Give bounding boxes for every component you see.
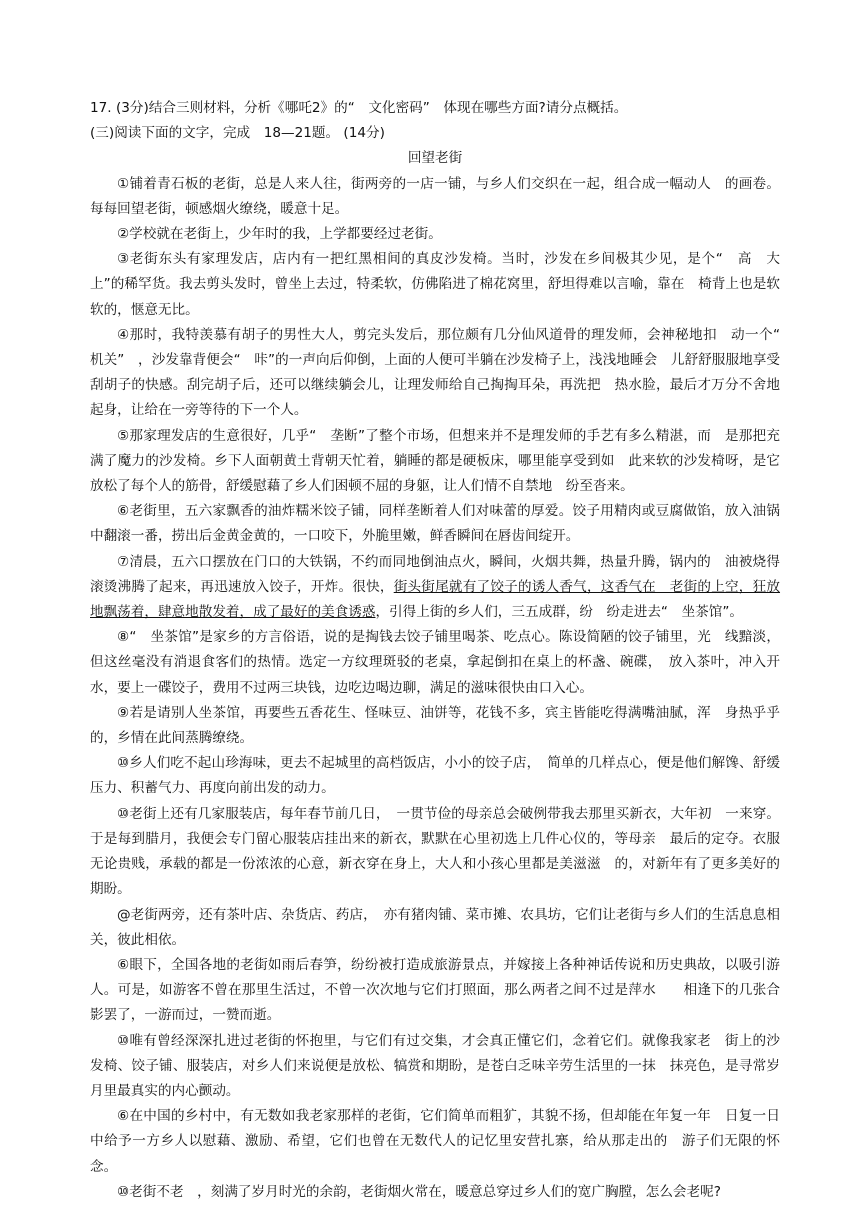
paragraph-5: ⑤那家理发店的生意很好，几乎“ 垄断”了整个市场，但想来并不是理发师的手艺有多么精湛，而 是那把充满了魔力的沙发椅。乡下人面朝黄土背朝天忙着，躺睡的都是硬板床，哪里能享受到如 此来软的沙发椅呀，是它放松了每个人的筋骨，舒缓慰藉了乡人们困顿不屈的身躯，让人们情不自禁地 纷至沓来。: [90, 427, 780, 495]
paragraph-16: ⑩老街不老 ，刻满了岁月时光的余韵，老街烟火常在，暖意总穿过乡人们的宽广胸膛，怎么会老呢?: [117, 1183, 721, 1200]
paragraph-1: ①铺着青石板的老街，总是人来人往，街两旁的一店一铺，与乡人们交织在一起，组合成一幅动人 的画卷。每每回望老街，顿感烟火缭绕，暖意十足。: [90, 175, 780, 217]
paragraph-9: ⑨若是请别人坐茶馆，再要些五香花生、怪味豆、油饼等，花钱不多，宾主皆能吃得满嘴油腻，浑 身热乎乎的，乡情在此间蒸腾缭绕。: [90, 704, 780, 747]
paragraph-14: ⑩唯有曾经深深扎进过老街的怀抱里，与它们有过交集，才会真正懂它们，念着它们。就像我家老 街上的沙发椅、饺子铺、服装店，对乡人们来说便是放松、犒赏和期盼，是苍白乏味辛劳生活里的一抹 抹亮色，是寻常岁月里最真实的内心颤动。: [90, 1032, 780, 1099]
paragraph-15: ⑥在中国的乡村中，有无数如我老家那样的老街，它们简单而粗犷，其貌不扬，但却能在年复一年 日复一日中给予一方乡人以慰藉、激励、希望，它们也曾在无数代人的记忆里安营扎寨，给从那走出的 游子们无限的怀念。: [90, 1108, 780, 1175]
question-17: 17. (3分)结合三则材料，分析《哪吒2》的“ 文化密码” 体现在哪些方面?请分点概括。: [90, 100, 628, 116]
paragraph-12: @老街两旁，还有茶叶店、杂货店、药店， 亦有猪肉铺、菜市摊、农具坊，它们让老街与乡人们的生活息息相关，彼此相依。: [90, 906, 780, 948]
paragraph-6: ⑥老街里，五六家飘香的油炸糯米饺子铺，同样垄断着人们对味蕾的厚爱。饺子用精肉或豆腐做馅，放入油锅中翻滚一番，捞出后金黄金黄的，一口咬下，外脆里嫩，鲜香瞬间在唇齿间绽开。: [90, 503, 780, 545]
paragraph-2: ②学校就在老街上，少年时的我，上学都要经过老街。: [117, 226, 442, 243]
paragraph-7: [90, 550, 780, 626]
paragraph-4: ④那时，我特羡慕有胡子的男性大人，剪完头发后，那位颇有几分仙风道骨的理发师，会神秘地扣 动一个“ 机关” ，沙发靠背便会“ 咔”的一声向后仰倒，上面的人便可半躺在沙发椅子上，浅浅地睡会 儿舒舒服服地享受刮胡子的快感。刮完胡子后，还可以继续躺会儿，让理发师给自己掏掏耳朵，再洗把 热水脸，最后才万分不舍地起身，让给在一旁等待的下一个人。: [90, 326, 794, 419]
paragraph-7-start: ⑦清晨，五六口摆放在门口的大铁锅，不约而同地倒油点火，瞬间，火烟共舞，热量升腾，锅内的 油被烧得滚烫沸腾了起来，再迅速放入饺子，开炸。很快，: [90, 553, 780, 595]
underlined-sentence: 街头街尾就有了饺子的诱人香气，这香气在 老街的上空，狂放地飘荡着，肆意地散发着，成了最好的美食诱惑: [90, 578, 781, 621]
article-title: 回望老街: [407, 150, 463, 167]
paragraph-8: ⑧“ 坐茶馆”是家乡的方言俗语，说的是掏钱去饺子铺里喝茶、吃点心。陈设简陋的饺子铺里，光 线黯淡，但这丝毫没有消退食客们的热情。选定一方纹理斑驳的老桌，拿起倒扣在桌上的杯盏、碗碟， 放入茶叶，冲入开水，要上一碟饺子，费用不过两三块钱，边吃边喝边聊，满足的滋味很快由口入心。: [90, 629, 780, 696]
paragraph-13: ⑥眼下，全国各地的老街如雨后春笋，纷纷被打造成旅游景点，并嫁接上各种神话传说和历史典故，以吸引游人。可是，如游客不曾在那里生活过，不曾一次次地与它们打照面，那么两者之间不过是萍水 相逢下的几张合影罢了，一游而过，一赞而逝。: [90, 956, 780, 1024]
paragraph-7-end: ，引得上街的乡人们，三五成群，纷 纷走进去“ 坐茶馆”。: [375, 604, 743, 621]
paragraph-11: ⑩老街上还有几家服装店，每年春节前几日， 一贯节俭的母亲总会破例带我去那里买新衣，大年初 一来穿。于是每到腊月，我便会专门留心服装店挂出来的新衣，默默在心里初选上几件心仪的，等母亲 最后的定夺。衣服无论贵贱，承载的都是一份浓浓的心意，新衣穿在身上，大人和小孩心里都是美滋滋 的，对新年有了更多美好的期盼。: [90, 805, 780, 898]
document-page: [90, 96, 794, 1205]
paragraph-3: ③老街东头有家理发店，店内有一把红黑相间的真皮沙发椅。当时，沙发在乡间极其少见，是个“ 高 大上”的稀罕货。我去剪头发时，曾坐上去过，特柔软，仿佛陷进了棉花窝里，舒坦得难以言喻，靠在 椅背上也是软软的，惬意无比。: [90, 251, 780, 318]
paragraph-10: ⑩乡人们吃不起山珍海味，更去不起城里的高档饭店，小小的饺子店， 简单的几样点心，便是他们解馋、舒缓压力、积蓄气力、再度向前出发的动力。: [90, 755, 780, 797]
section-heading: (三)阅读下面的文字，完成 18—21题。 (14分): [90, 125, 385, 142]
